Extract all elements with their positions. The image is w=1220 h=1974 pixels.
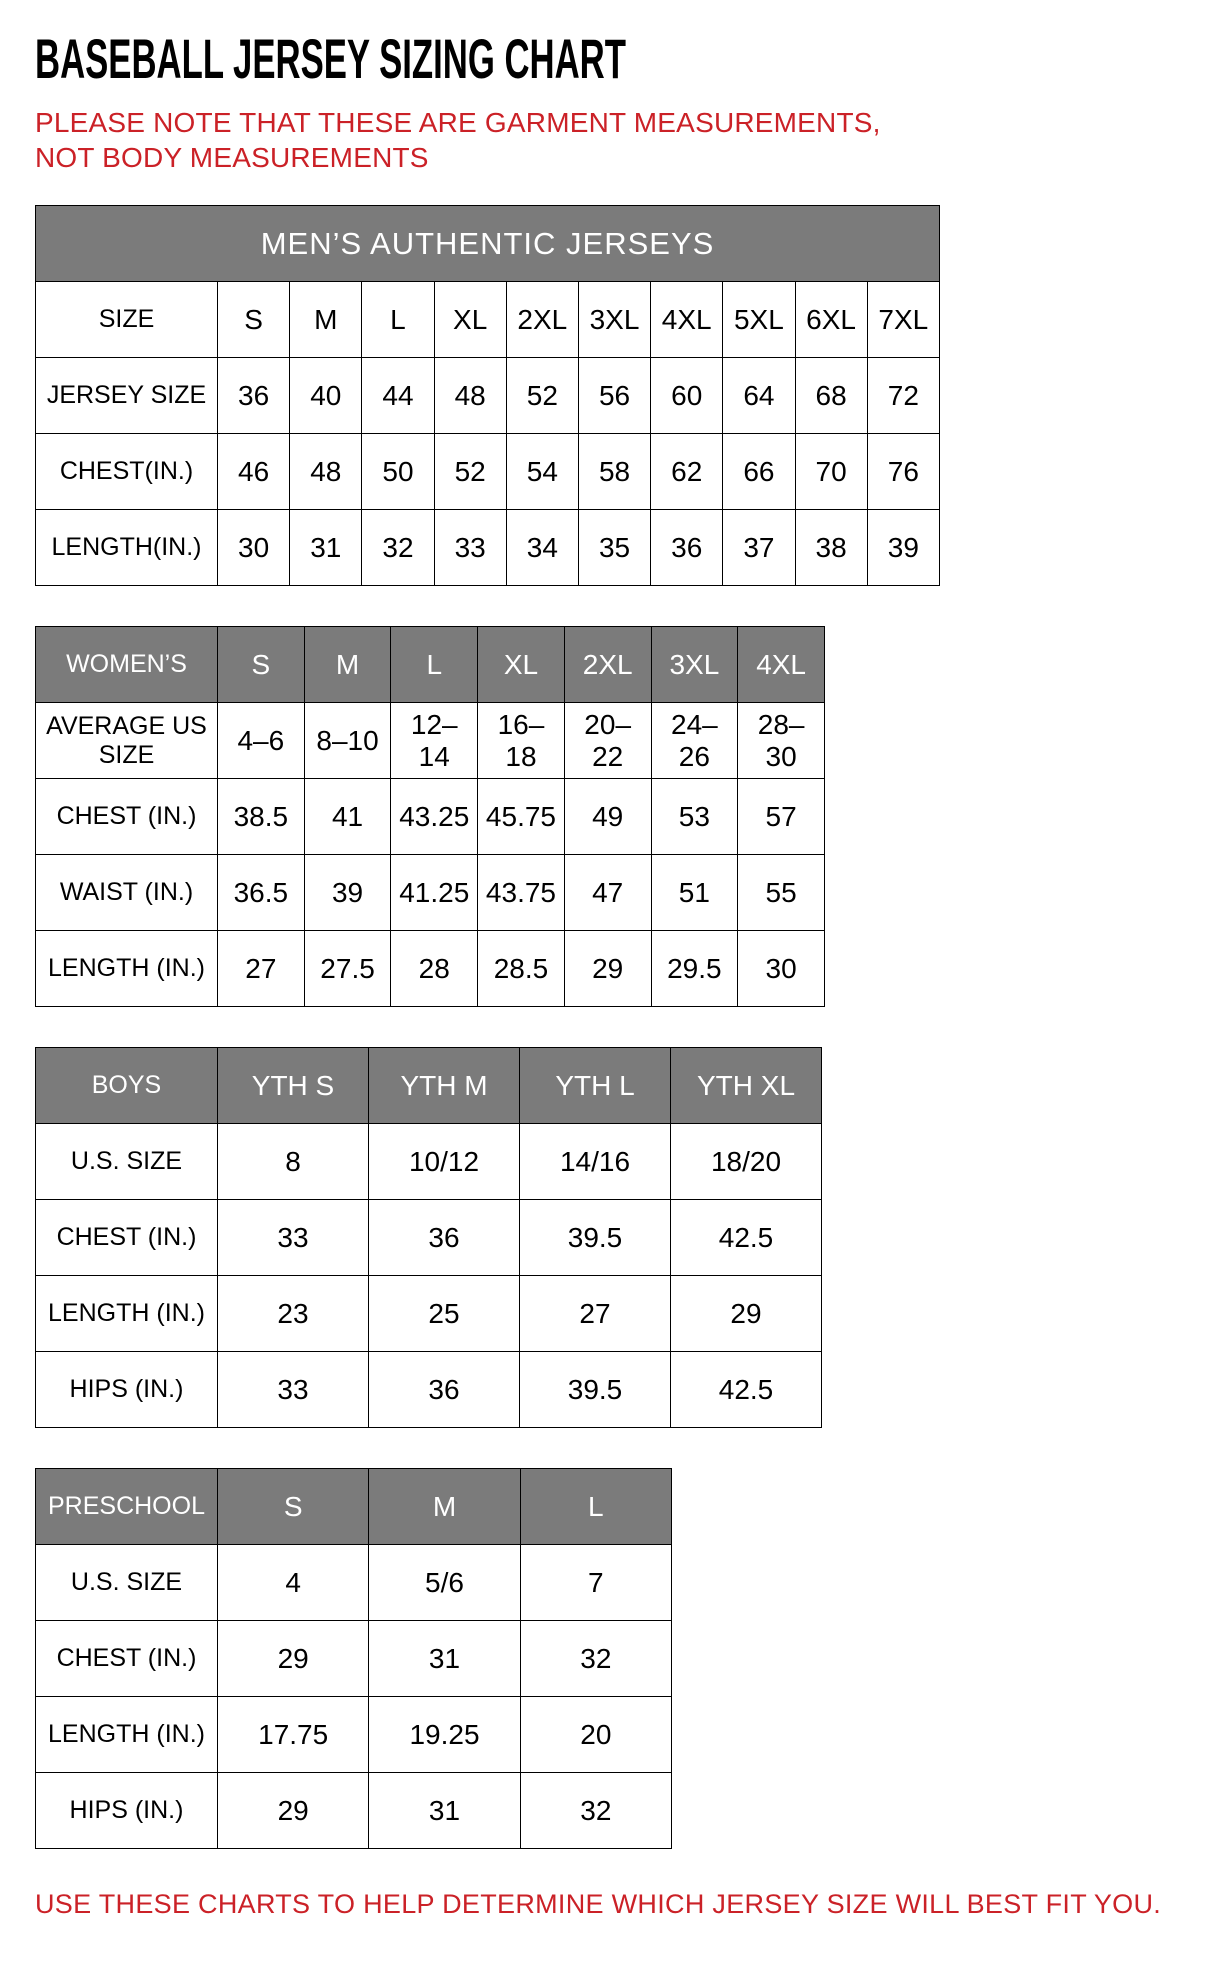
womens-sizing-table-value-cell: 30 bbox=[738, 931, 825, 1007]
womens-sizing-table-value-cell: 29.5 bbox=[651, 931, 738, 1007]
womens-sizing-table-row-label: AVERAGE US SIZE bbox=[36, 703, 218, 779]
preschool-sizing-table-row-label: CHEST (IN.) bbox=[36, 1621, 218, 1697]
mens-authentic-jerseys-table-value-cell: 60 bbox=[651, 358, 723, 434]
preschool-sizing-table-row-label: HIPS (IN.) bbox=[36, 1773, 218, 1849]
preschool-sizing-table-column-header: L bbox=[520, 1469, 671, 1545]
mens-authentic-jerseys-table-value-cell: 34 bbox=[506, 510, 578, 586]
preschool-sizing-table-value-cell: 5/6 bbox=[369, 1545, 520, 1621]
preschool-sizing-table-row bbox=[36, 1545, 672, 1621]
mens-authentic-jerseys-table-value-cell: 39 bbox=[867, 510, 939, 586]
womens-sizing-table-value-cell: 27 bbox=[218, 931, 305, 1007]
mens-authentic-jerseys-table-title-banner: MEN’S AUTHENTIC JERSEYS bbox=[36, 206, 940, 282]
boys-sizing-table-row-label: LENGTH (IN.) bbox=[36, 1276, 218, 1352]
womens-sizing-table-row bbox=[36, 703, 825, 779]
mens-authentic-jerseys-table-value-cell: 58 bbox=[578, 434, 650, 510]
womens-sizing-table-row bbox=[36, 931, 825, 1007]
footer-note: USE THESE CHARTS TO HELP DETERMINE WHICH JERSEY SIZE WILL BEST FIT YOU. bbox=[35, 1889, 1162, 1919]
womens-sizing-table-column-header: 2XL bbox=[564, 627, 651, 703]
womens-sizing-table-value-cell: 49 bbox=[564, 779, 651, 855]
mens-authentic-jerseys-table-row-label: JERSEY SIZE bbox=[36, 358, 218, 434]
page-title: BASEBALL JERSEY SIZING CHART bbox=[35, 27, 626, 90]
mens-authentic-jerseys-table-value-cell: 30 bbox=[218, 510, 290, 586]
boys-sizing-table-value-cell: 42.5 bbox=[671, 1352, 822, 1428]
mens-authentic-jerseys-table bbox=[35, 205, 940, 586]
mens-authentic-jerseys-table-value-cell: 62 bbox=[651, 434, 723, 510]
womens-sizing-table-value-cell: 41.25 bbox=[391, 855, 478, 931]
womens-sizing-table-value-cell: 55 bbox=[738, 855, 825, 931]
mens-authentic-jerseys-table-column-header: M bbox=[290, 282, 362, 358]
mens-authentic-jerseys-table-column-header: 5XL bbox=[723, 282, 795, 358]
womens-sizing-table-value-cell: 53 bbox=[651, 779, 738, 855]
preschool-sizing-table-row bbox=[36, 1697, 672, 1773]
mens-authentic-jerseys-table-column-header: SIZE bbox=[36, 282, 218, 358]
womens-sizing-table-value-cell: 12–14 bbox=[391, 703, 478, 779]
mens-authentic-jerseys-table-column-header: 6XL bbox=[795, 282, 867, 358]
mens-authentic-jerseys-table-column-header: XL bbox=[434, 282, 506, 358]
preschool-sizing-table-value-cell: 32 bbox=[520, 1621, 671, 1697]
boys-sizing-table-row bbox=[36, 1276, 822, 1352]
mens-authentic-jerseys-table-column-header: 3XL bbox=[578, 282, 650, 358]
womens-sizing-table-column-header: XL bbox=[478, 627, 565, 703]
mens-authentic-jerseys-table-value-cell: 40 bbox=[290, 358, 362, 434]
boys-sizing-table-value-cell: 33 bbox=[218, 1200, 369, 1276]
womens-sizing-table-column-header: 4XL bbox=[738, 627, 825, 703]
boys-sizing-table-value-cell: 18/20 bbox=[671, 1124, 822, 1200]
preschool-sizing-table-value-cell: 32 bbox=[520, 1773, 671, 1849]
mens-authentic-jerseys-table-row bbox=[36, 434, 940, 510]
womens-sizing-table-value-cell: 36.5 bbox=[218, 855, 305, 931]
mens-authentic-jerseys-table-value-cell: 46 bbox=[218, 434, 290, 510]
womens-sizing-table-header-row bbox=[36, 627, 825, 703]
mens-authentic-jerseys-table-value-cell: 70 bbox=[795, 434, 867, 510]
mens-authentic-jerseys-table-value-cell: 48 bbox=[290, 434, 362, 510]
womens-sizing-table-value-cell: 29 bbox=[564, 931, 651, 1007]
preschool-sizing-table-column-header: M bbox=[369, 1469, 520, 1545]
boys-sizing-table-row bbox=[36, 1200, 822, 1276]
preschool-sizing-table-header-row bbox=[36, 1469, 672, 1545]
womens-sizing-table-value-cell: 8–10 bbox=[304, 703, 391, 779]
mens-authentic-jerseys-table-value-cell: 68 bbox=[795, 358, 867, 434]
boys-sizing-table-column-header: YTH L bbox=[520, 1048, 671, 1124]
womens-sizing-table-column-header: L bbox=[391, 627, 478, 703]
boys-sizing-table-row bbox=[36, 1124, 822, 1200]
womens-sizing-table bbox=[35, 626, 825, 1007]
womens-sizing-table-column-header: S bbox=[218, 627, 305, 703]
preschool-sizing-table-column-header: PRESCHOOL bbox=[36, 1469, 218, 1545]
boys-sizing-table-value-cell: 39.5 bbox=[520, 1200, 671, 1276]
womens-sizing-table-column-header: 3XL bbox=[651, 627, 738, 703]
boys-sizing-table-value-cell: 8 bbox=[218, 1124, 369, 1200]
mens-authentic-jerseys-table-column-header: 7XL bbox=[867, 282, 939, 358]
boys-sizing-table-value-cell: 29 bbox=[671, 1276, 822, 1352]
mens-authentic-jerseys-table-column-header: 2XL bbox=[506, 282, 578, 358]
boys-sizing-table-value-cell: 27 bbox=[520, 1276, 671, 1352]
boys-sizing-table-value-cell: 42.5 bbox=[671, 1200, 822, 1276]
boys-sizing-table-value-cell: 23 bbox=[218, 1276, 369, 1352]
mens-authentic-jerseys-table-value-cell: 50 bbox=[362, 434, 434, 510]
womens-sizing-table-value-cell: 24–26 bbox=[651, 703, 738, 779]
mens-authentic-jerseys-table-value-cell: 56 bbox=[578, 358, 650, 434]
mens-authentic-jerseys-table-value-cell: 72 bbox=[867, 358, 939, 434]
womens-sizing-table-value-cell: 45.75 bbox=[478, 779, 565, 855]
preschool-sizing-table-row-label: LENGTH (IN.) bbox=[36, 1697, 218, 1773]
boys-sizing-table-row-label: CHEST (IN.) bbox=[36, 1200, 218, 1276]
boys-sizing-table-value-cell: 10/12 bbox=[369, 1124, 520, 1200]
preschool-sizing-table bbox=[35, 1468, 672, 1849]
boys-sizing-table bbox=[35, 1047, 822, 1428]
mens-authentic-jerseys-table-value-cell: 35 bbox=[578, 510, 650, 586]
boys-sizing-table-row-label: U.S. SIZE bbox=[36, 1124, 218, 1200]
mens-authentic-jerseys-table-header-row bbox=[36, 282, 940, 358]
womens-sizing-table-row-label: CHEST (IN.) bbox=[36, 779, 218, 855]
womens-sizing-table-value-cell: 39 bbox=[304, 855, 391, 931]
mens-authentic-jerseys-table-column-header: L bbox=[362, 282, 434, 358]
preschool-sizing-table-value-cell: 19.25 bbox=[369, 1697, 520, 1773]
boys-sizing-table-column-header: YTH S bbox=[218, 1048, 369, 1124]
boys-sizing-table-value-cell: 33 bbox=[218, 1352, 369, 1428]
womens-sizing-table-value-cell: 38.5 bbox=[218, 779, 305, 855]
womens-sizing-table-column-header: WOMEN’S bbox=[36, 627, 218, 703]
boys-sizing-table-row-label: HIPS (IN.) bbox=[36, 1352, 218, 1428]
womens-sizing-table-row bbox=[36, 779, 825, 855]
boys-sizing-table-value-cell: 25 bbox=[369, 1276, 520, 1352]
mens-authentic-jerseys-table-column-header: S bbox=[218, 282, 290, 358]
womens-sizing-table-value-cell: 43.75 bbox=[478, 855, 565, 931]
mens-authentic-jerseys-table-value-cell: 52 bbox=[506, 358, 578, 434]
womens-sizing-table-value-cell: 47 bbox=[564, 855, 651, 931]
mens-authentic-jerseys-table-value-cell: 52 bbox=[434, 434, 506, 510]
boys-sizing-table-value-cell: 39.5 bbox=[520, 1352, 671, 1428]
preschool-sizing-table-value-cell: 29 bbox=[218, 1773, 369, 1849]
preschool-sizing-table-row-label: U.S. SIZE bbox=[36, 1545, 218, 1621]
mens-authentic-jerseys-table-value-cell: 33 bbox=[434, 510, 506, 586]
mens-authentic-jerseys-table-value-cell: 48 bbox=[434, 358, 506, 434]
boys-sizing-table-column-header: YTH M bbox=[369, 1048, 520, 1124]
garment-measurements-note: PLEASE NOTE THAT THESE ARE GARMENT MEASUREMENTS, NOT BODY MEASUREMENTS bbox=[35, 107, 881, 173]
mens-authentic-jerseys-table-row-label: LENGTH(IN.) bbox=[36, 510, 218, 586]
preschool-sizing-table-row bbox=[36, 1773, 672, 1849]
womens-sizing-table-row bbox=[36, 855, 825, 931]
boys-sizing-table-column-header: YTH XL bbox=[671, 1048, 822, 1124]
preschool-sizing-table-value-cell: 31 bbox=[369, 1773, 520, 1849]
boys-sizing-table-row bbox=[36, 1352, 822, 1428]
womens-sizing-table-value-cell: 28–30 bbox=[738, 703, 825, 779]
womens-sizing-table-value-cell: 27.5 bbox=[304, 931, 391, 1007]
preschool-sizing-table-value-cell: 20 bbox=[520, 1697, 671, 1773]
womens-sizing-table-value-cell: 20–22 bbox=[564, 703, 651, 779]
womens-sizing-table-value-cell: 57 bbox=[738, 779, 825, 855]
boys-sizing-table-value-cell: 14/16 bbox=[520, 1124, 671, 1200]
womens-sizing-table-value-cell: 4–6 bbox=[218, 703, 305, 779]
mens-authentic-jerseys-table-value-cell: 54 bbox=[506, 434, 578, 510]
mens-authentic-jerseys-table-value-cell: 37 bbox=[723, 510, 795, 586]
womens-sizing-table-row-label: WAIST (IN.) bbox=[36, 855, 218, 931]
preschool-sizing-table-value-cell: 7 bbox=[520, 1545, 671, 1621]
womens-sizing-table-value-cell: 51 bbox=[651, 855, 738, 931]
womens-sizing-table-row-label: LENGTH (IN.) bbox=[36, 931, 218, 1007]
womens-sizing-table-value-cell: 28 bbox=[391, 931, 478, 1007]
preschool-sizing-table-value-cell: 4 bbox=[218, 1545, 369, 1621]
preschool-sizing-table-value-cell: 31 bbox=[369, 1621, 520, 1697]
boys-sizing-table-value-cell: 36 bbox=[369, 1352, 520, 1428]
preschool-sizing-table-value-cell: 17.75 bbox=[218, 1697, 369, 1773]
mens-authentic-jerseys-table-row bbox=[36, 510, 940, 586]
mens-authentic-jerseys-table-column-header: 4XL bbox=[651, 282, 723, 358]
womens-sizing-table-column-header: M bbox=[304, 627, 391, 703]
preschool-sizing-table-value-cell: 29 bbox=[218, 1621, 369, 1697]
mens-authentic-jerseys-table-value-cell: 64 bbox=[723, 358, 795, 434]
preschool-sizing-table-column-header: S bbox=[218, 1469, 369, 1545]
boys-sizing-table-value-cell: 36 bbox=[369, 1200, 520, 1276]
mens-authentic-jerseys-table-row-label: CHEST(IN.) bbox=[36, 434, 218, 510]
womens-sizing-table-value-cell: 28.5 bbox=[478, 931, 565, 1007]
mens-authentic-jerseys-table-value-cell: 44 bbox=[362, 358, 434, 434]
boys-sizing-table-column-header: BOYS bbox=[36, 1048, 218, 1124]
preschool-sizing-table-row bbox=[36, 1621, 672, 1697]
mens-authentic-jerseys-table-row bbox=[36, 358, 940, 434]
boys-sizing-table-header-row bbox=[36, 1048, 822, 1124]
mens-authentic-jerseys-table-value-cell: 66 bbox=[723, 434, 795, 510]
mens-authentic-jerseys-table-value-cell: 76 bbox=[867, 434, 939, 510]
mens-authentic-jerseys-table-value-cell: 31 bbox=[290, 510, 362, 586]
mens-authentic-jerseys-table-value-cell: 32 bbox=[362, 510, 434, 586]
womens-sizing-table-value-cell: 16–18 bbox=[478, 703, 565, 779]
mens-authentic-jerseys-table-value-cell: 36 bbox=[651, 510, 723, 586]
womens-sizing-table-value-cell: 43.25 bbox=[391, 779, 478, 855]
mens-authentic-jerseys-table-value-cell: 38 bbox=[795, 510, 867, 586]
mens-authentic-jerseys-table-value-cell: 36 bbox=[218, 358, 290, 434]
womens-sizing-table-value-cell: 41 bbox=[304, 779, 391, 855]
